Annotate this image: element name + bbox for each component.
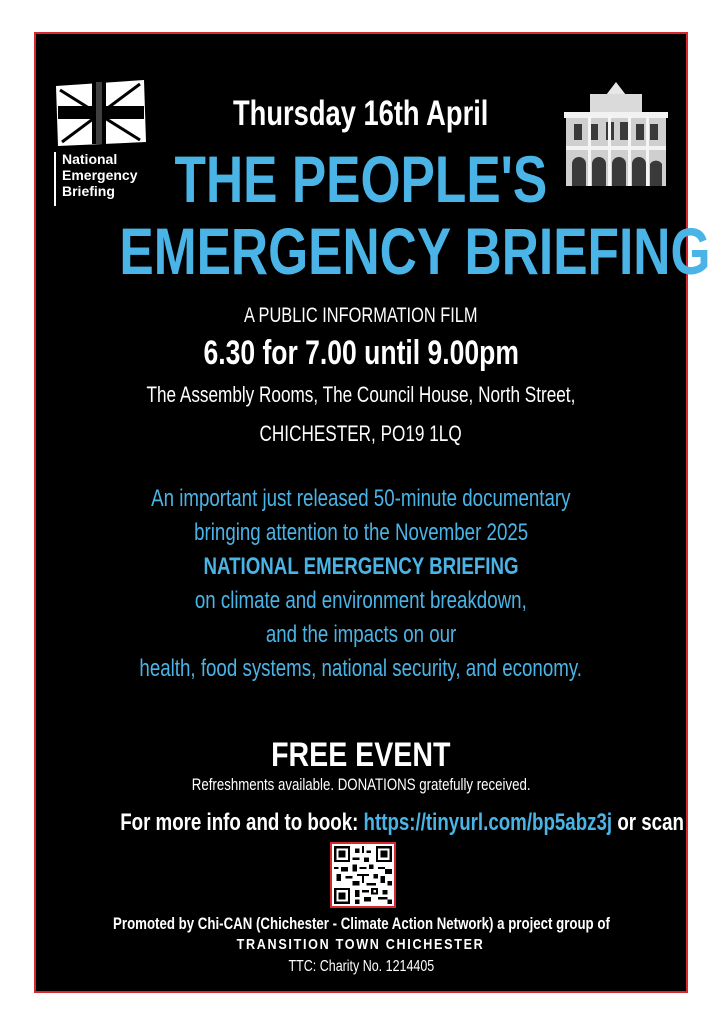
description-line-3: NATIONAL EMERGENCY BRIEFING [203, 553, 519, 580]
description-line-6: health, food systems, national security, and economy. [139, 655, 583, 682]
title-line-2 [36, 214, 711, 288]
film-subtitle [36, 304, 686, 328]
free-event-text: FREE EVENT [271, 736, 451, 774]
refreshments-note [36, 775, 686, 795]
scan-qr-text: or scan QR [617, 809, 718, 836]
booking-link[interactable]: https://tinyurl.com/bp5abz3j [363, 809, 613, 836]
promoted-by-line [36, 914, 686, 934]
qr-code-icon [334, 846, 392, 904]
description-line-5: and the impacts on our [265, 621, 457, 648]
description-line-1: An important just released 50-minute documentary [151, 485, 571, 512]
title-line-2-text: EMERGENCY BRIEFING [119, 214, 711, 288]
title-line-1-text: THE PEOPLE'S [174, 142, 548, 216]
event-time [36, 334, 686, 373]
event-time-text: 6.30 for 7.00 until 9.00pm [203, 334, 519, 372]
venue-line-2 [36, 421, 686, 447]
charity-number-text: TTC: Charity No. 1214405 [288, 958, 434, 975]
transition-town-name [36, 936, 686, 953]
free-event-heading [36, 736, 686, 775]
transition-town-text: TRANSITION TOWN CHICHESTER [237, 936, 485, 953]
refreshments-text: Refreshments available. DONATIONS gratefully received. [191, 775, 531, 794]
logo-line-3: Briefing [62, 183, 115, 199]
logo-line-1: National [62, 151, 118, 167]
event-date [36, 94, 686, 134]
charity-number [36, 958, 686, 976]
more-info-label: For more info and to book: [120, 809, 359, 836]
poster [34, 32, 718, 993]
promoted-by-text: Promoted by Chi-CAN (Chichester - Climate Action Network) a project group of [112, 914, 610, 933]
title-line-1 [36, 144, 686, 214]
logo-line-2: Emergency [62, 167, 138, 183]
film-subtitle-text: A PUBLIC INFORMATION FILM [244, 304, 478, 327]
venue-line-2-text: CHICHESTER, PO19 1LQ [259, 421, 463, 446]
venue-line-1-text: The Assembly Rooms, The Council House, North Street, [146, 382, 576, 407]
event-date-text: Thursday 16th April [233, 94, 489, 133]
more-info-line [36, 809, 718, 837]
description-line-4: on climate and environment breakdown, [195, 587, 527, 614]
venue-line-1 [36, 382, 686, 408]
description-line-2: bringing attention to the November 2025 [193, 519, 529, 546]
description [36, 482, 686, 686]
qr-code[interactable] [330, 842, 396, 908]
